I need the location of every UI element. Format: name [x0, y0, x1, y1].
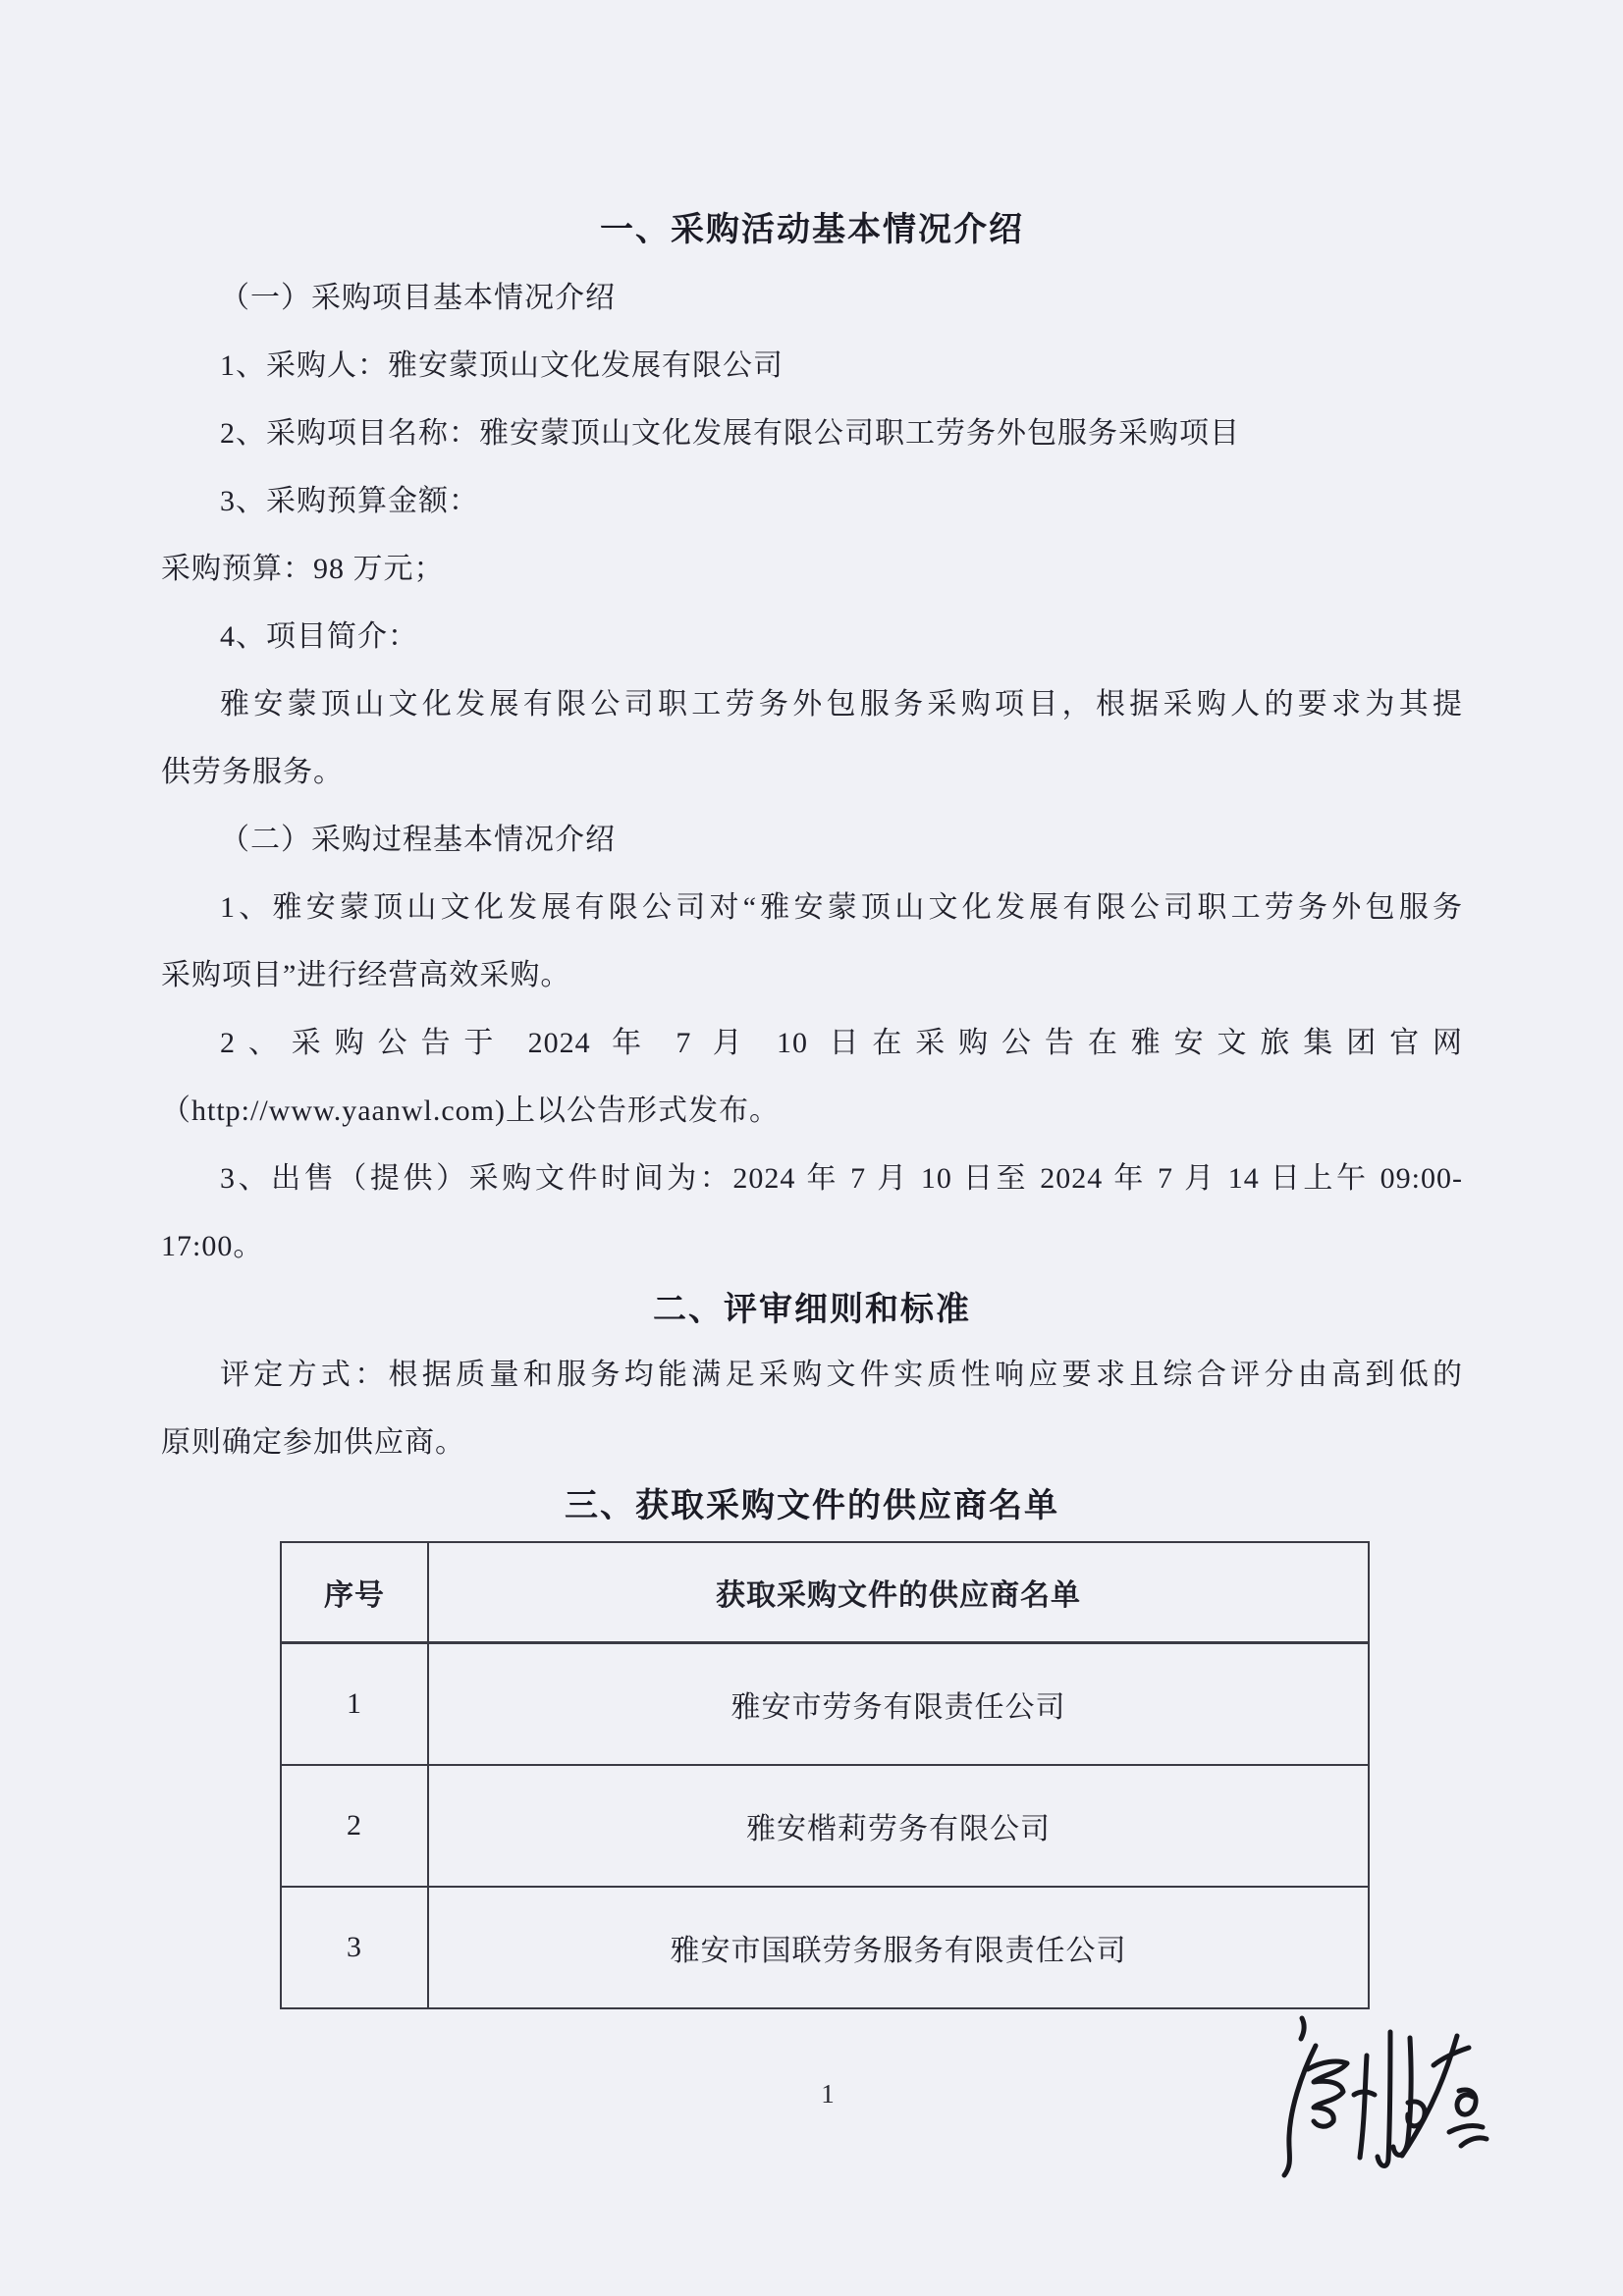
line-intro-2: 供劳务服务。 — [161, 756, 344, 788]
row-index: 2 — [281, 1765, 428, 1887]
section-2-heading: 二、评审细则和标准 — [653, 1292, 971, 1328]
line-evaluation-1: 评定方式：根据质量和服务均能满足采购文件实质性响应要求且综合评分由高到低的 — [220, 1359, 1463, 1391]
table-row — [281, 1643, 1369, 1766]
supplier-name: 雅安市国联劳务服务有限责任公司 — [428, 1887, 1369, 2008]
table-header-index: 序号 — [281, 1542, 428, 1643]
line-project-name: 2、采购项目名称：雅安蒙顶山文化发展有限公司职工劳务外包服务采购项目 — [220, 417, 1240, 450]
row-index: 3 — [281, 1887, 428, 2008]
supplier-name: 雅安楷莉劳务有限公司 — [428, 1765, 1369, 1887]
line-purchaser: 1、采购人：雅安蒙顶山文化发展有限公司 — [220, 349, 784, 382]
handwritten-signature — [1263, 2008, 1494, 2189]
line-budget-value: 采购预算：98 万元； — [161, 553, 445, 585]
line-evaluation-2: 原则确定参加供应商。 — [161, 1426, 465, 1459]
table-row — [281, 1765, 1369, 1887]
table-header-row — [281, 1542, 1369, 1643]
table-header-supplier-list: 获取采购文件的供应商名单 — [428, 1542, 1369, 1643]
line-intro-label: 4、项目简介： — [220, 620, 418, 653]
section-3-heading: 三、获取采购文件的供应商名单 — [565, 1488, 1059, 1524]
supplier-table — [280, 1541, 1370, 2009]
line-subsection-2: （二）采购过程基本情况介绍 — [220, 824, 616, 856]
page-number: 1 — [821, 2079, 835, 2109]
line-subsection-1: （一）采购项目基本情况介绍 — [220, 282, 616, 314]
section-1-heading: 一、采购活动基本情况介绍 — [600, 212, 1024, 248]
line-intro-1: 雅安蒙顶山文化发展有限公司职工劳务外包服务采购项目，根据采购人的要求为其提 — [220, 688, 1463, 721]
line-sale-time-2: 17:00。 — [161, 1230, 264, 1262]
line-announcement-2: （http://www.yaanwl.com)上以公告形式发布。 — [161, 1095, 780, 1127]
document-body — [161, 196, 1463, 2009]
line-process-1b: 采购项目”进行经营高效采购。 — [161, 959, 571, 991]
row-index: 1 — [281, 1643, 428, 1766]
line-process-1a: 1、雅安蒙顶山文化发展有限公司对“雅安蒙顶山文化发展有限公司职工劳务外包服务 — [220, 891, 1463, 924]
table-row — [281, 1887, 1369, 2008]
supplier-name: 雅安市劳务有限责任公司 — [428, 1643, 1369, 1766]
line-sale-time-1: 3、出售（提供）采购文件时间为：2024 年 7 月 10 日至 2024 年 7 月 14 日上午 09:00- — [220, 1162, 1463, 1195]
line-announcement-1: 2、采购公告于 2024 年 7 月 10 日在采购公告在雅安文旅集团官网 — [220, 1027, 1463, 1059]
line-budget-label: 3、采购预算金额： — [220, 485, 479, 517]
